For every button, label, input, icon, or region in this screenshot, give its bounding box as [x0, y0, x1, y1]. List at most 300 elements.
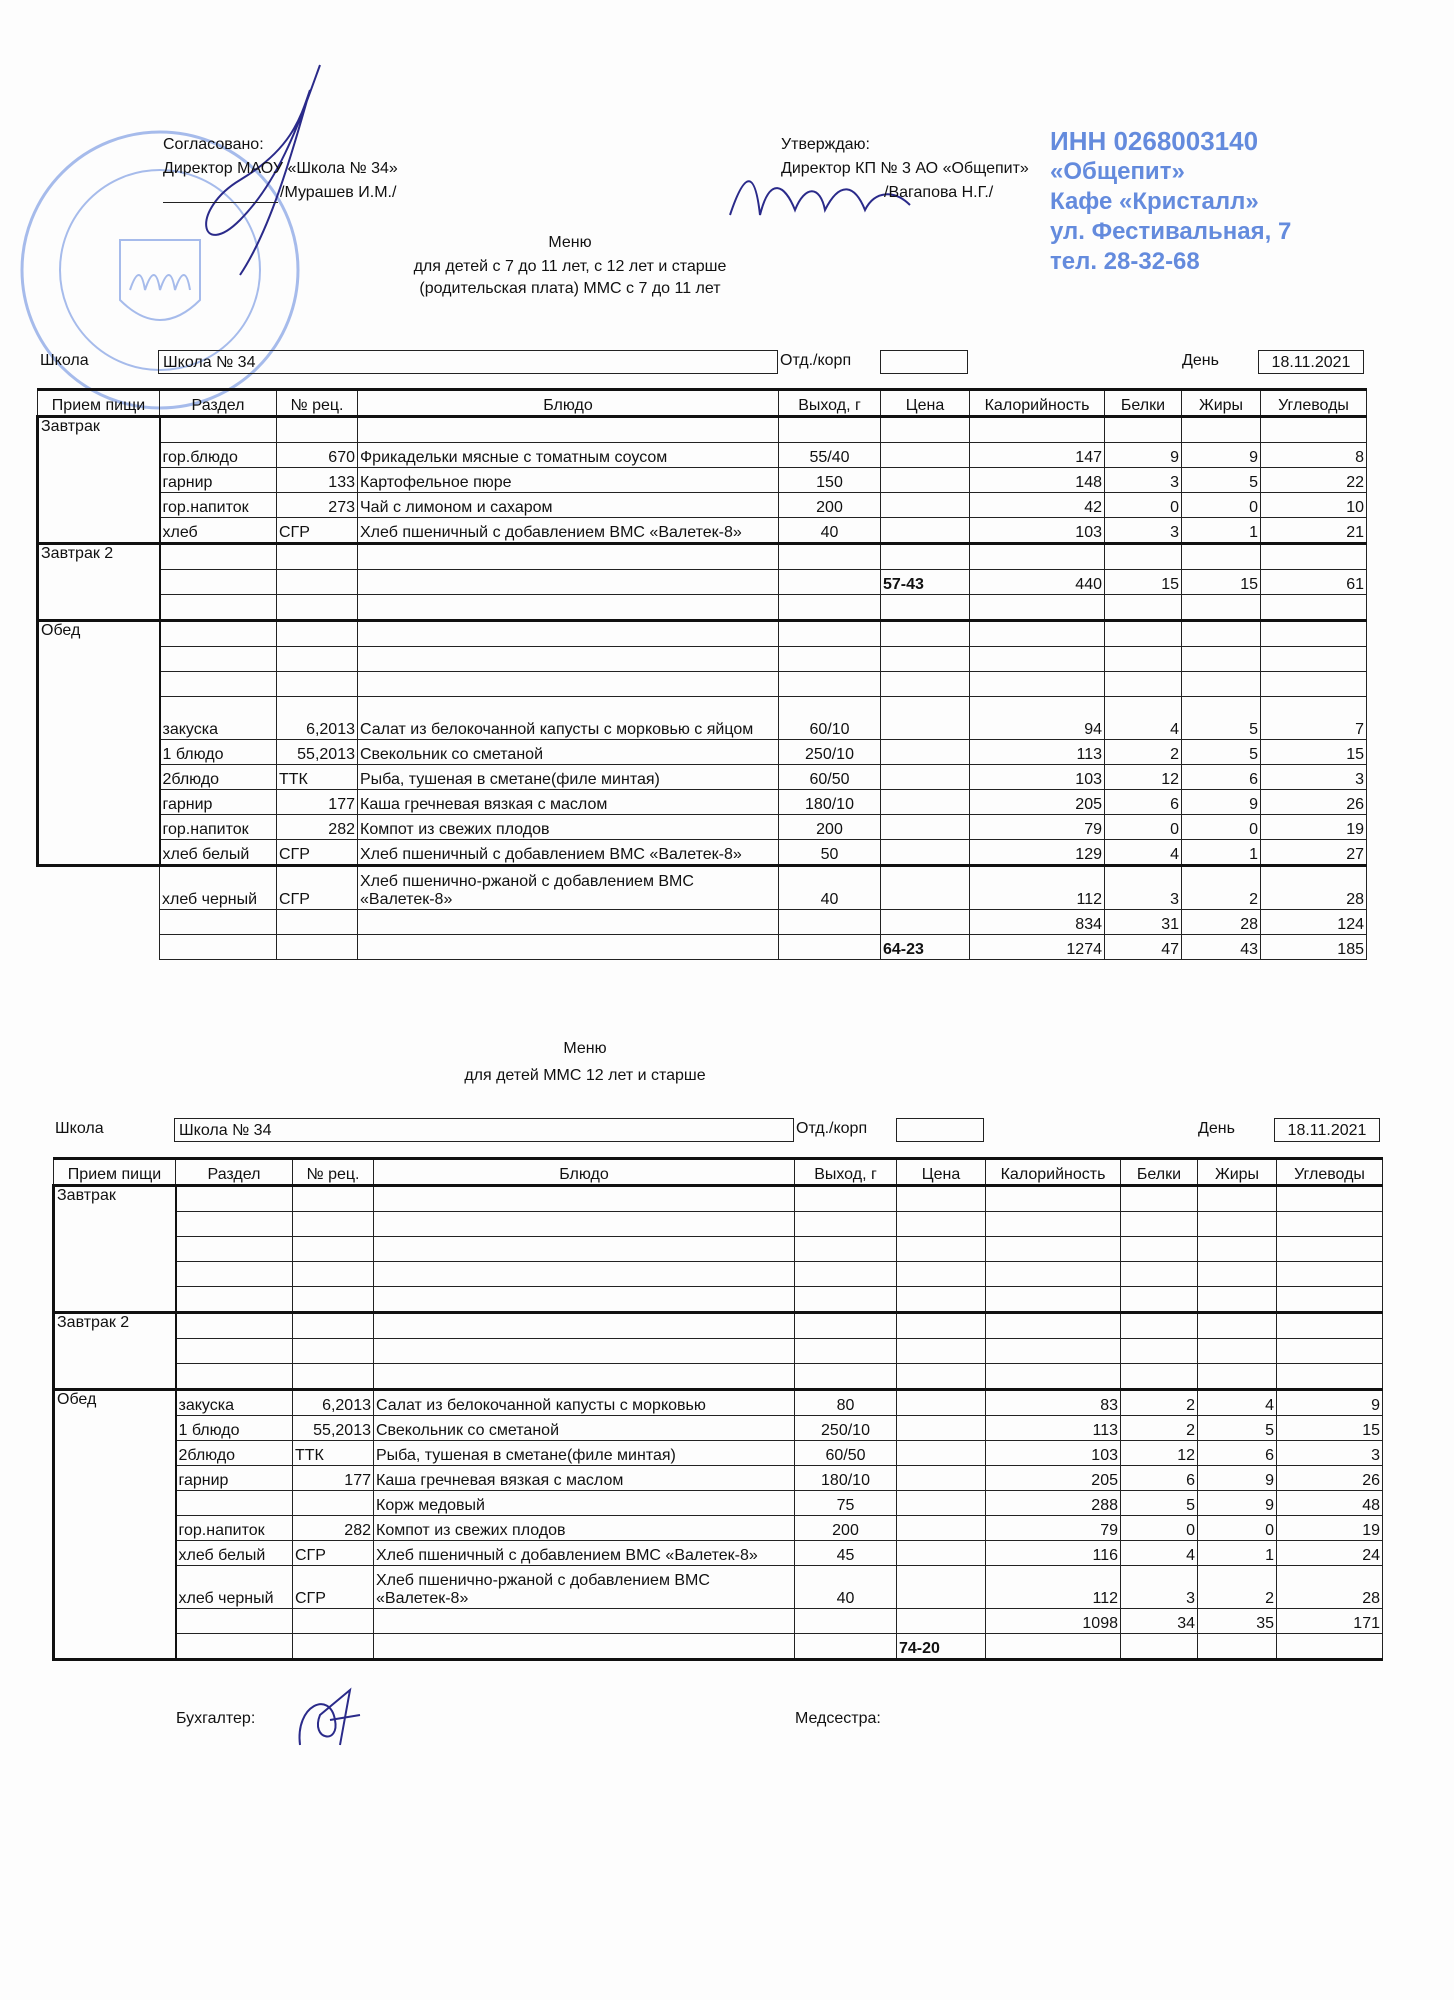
table-row [38, 518, 1367, 544]
dish-cell [358, 621, 779, 647]
recipe-number-cell [293, 1186, 374, 1212]
dish-cell [358, 647, 779, 672]
approved-title: Утверждаю: [781, 136, 870, 153]
calories-cell: 205 [970, 790, 1105, 815]
price-cell [881, 790, 970, 815]
accountant-signature-icon [290, 1685, 370, 1755]
table-row [54, 1466, 1383, 1491]
price-cell [897, 1541, 986, 1566]
proteins-cell [1121, 1262, 1198, 1287]
carbs-cell [1261, 417, 1367, 443]
fats-cell [1198, 1287, 1277, 1313]
fats-cell: 1 [1198, 1541, 1277, 1566]
dish-cell [374, 1287, 795, 1313]
calories-cell [970, 647, 1105, 672]
fats-cell [1182, 417, 1261, 443]
table-row [38, 866, 1367, 910]
section-cell: хлеб [160, 518, 277, 544]
table-row [38, 815, 1367, 840]
table-row [54, 1287, 1383, 1313]
portion-cell [779, 672, 881, 697]
price-cell: 74-20 [897, 1634, 986, 1660]
carbs-cell [1277, 1262, 1383, 1287]
section-cell [176, 1212, 293, 1237]
calories-cell: 42 [970, 493, 1105, 518]
fats-cell: 2 [1198, 1566, 1277, 1609]
proteins-cell [1121, 1313, 1198, 1339]
carbs-cell [1261, 672, 1367, 697]
menu2-subtitle: для детей ММС 12 лет и старше [464, 1067, 706, 1084]
section-cell: гор.блюдо [160, 443, 277, 468]
calories-cell: 112 [970, 866, 1105, 910]
portion-cell [779, 544, 881, 570]
meal-name: Завтрак 2 [54, 1313, 176, 1390]
fats-cell: 1 [1182, 518, 1261, 544]
recipe-number-cell [293, 1491, 374, 1516]
recipe-number-cell: 282 [293, 1516, 374, 1541]
column-header: Белки [1105, 390, 1182, 417]
section-cell: хлеб белый [176, 1541, 293, 1566]
carbs-cell: 3 [1261, 765, 1367, 790]
table-row [54, 1262, 1383, 1287]
recipe-number-cell [277, 544, 358, 570]
table-row [38, 790, 1367, 815]
recipe-number-cell: 6,2013 [277, 697, 358, 740]
section-cell [176, 1634, 293, 1660]
carbs-cell: 124 [1261, 910, 1367, 935]
price-cell [881, 697, 970, 740]
portion-cell: 200 [795, 1516, 897, 1541]
recipe-number-cell [293, 1212, 374, 1237]
column-header: Прием пищи [38, 390, 160, 417]
fats-cell: 9 [1182, 790, 1261, 815]
carbs-cell: 9 [1277, 1390, 1383, 1416]
dept-field [880, 350, 968, 374]
proteins-cell: 12 [1121, 1441, 1198, 1466]
table-row [54, 1491, 1383, 1516]
price-cell [881, 840, 970, 866]
proteins-cell [1105, 672, 1182, 697]
fats-cell: 5 [1198, 1416, 1277, 1441]
fats-cell [1182, 595, 1261, 621]
portion-cell: 80 [795, 1390, 897, 1416]
dish-cell: Фрикадельки мясные с томатным соусом [358, 443, 779, 468]
table-row [54, 1212, 1383, 1237]
fats-cell: 0 [1182, 815, 1261, 840]
proteins-cell [1121, 1364, 1198, 1390]
fats-cell: 0 [1198, 1516, 1277, 1541]
carbs-cell: 21 [1261, 518, 1367, 544]
price-cell [881, 672, 970, 697]
table-row [54, 1237, 1383, 1262]
recipe-number-cell: ТТК [277, 765, 358, 790]
price-cell [881, 417, 970, 443]
price-cell [881, 647, 970, 672]
header-row [38, 390, 1367, 417]
carbs-cell: 22 [1261, 468, 1367, 493]
proteins-cell [1105, 417, 1182, 443]
section-cell [176, 1313, 293, 1339]
price-cell [897, 1186, 986, 1212]
recipe-number-cell: ТТК [293, 1441, 374, 1466]
section-cell [160, 910, 277, 935]
fats-cell: 6 [1182, 765, 1261, 790]
recipe-number-cell: 670 [277, 443, 358, 468]
section-cell: гарнир [176, 1466, 293, 1491]
meal-name: Завтрак 2 [38, 544, 160, 621]
column-header: № рец. [293, 1159, 374, 1186]
column-header: Раздел [160, 390, 277, 417]
dish-cell [374, 1634, 795, 1660]
portion-cell [779, 570, 881, 595]
price-cell [897, 1237, 986, 1262]
section-cell: хлеб черный [176, 1566, 293, 1609]
table-row [38, 672, 1367, 697]
recipe-number-cell [277, 570, 358, 595]
dish-cell [358, 417, 779, 443]
price-cell [881, 815, 970, 840]
recipe-number-cell [293, 1634, 374, 1660]
calories-cell [986, 1364, 1121, 1390]
fats-cell: 5 [1182, 697, 1261, 740]
proteins-cell [1121, 1634, 1198, 1660]
calories-cell [986, 1313, 1121, 1339]
dish-cell [358, 672, 779, 697]
fats-cell [1198, 1237, 1277, 1262]
proteins-cell [1105, 647, 1182, 672]
section-cell [176, 1491, 293, 1516]
carbs-cell [1277, 1313, 1383, 1339]
table-row [38, 840, 1367, 866]
agreed-title: Согласовано: [163, 136, 264, 153]
fats-cell [1198, 1339, 1277, 1364]
proteins-cell [1121, 1237, 1198, 1262]
calories-cell: 147 [970, 443, 1105, 468]
price-cell [881, 544, 970, 570]
carbs-cell [1261, 621, 1367, 647]
header-row [54, 1159, 1383, 1186]
table-row [54, 1516, 1383, 1541]
portion-cell [795, 1287, 897, 1313]
fats-cell: 9 [1198, 1466, 1277, 1491]
recipe-number-cell [293, 1339, 374, 1364]
calories-cell: 83 [986, 1390, 1121, 1416]
proteins-cell: 5 [1121, 1491, 1198, 1516]
price-cell: 64-23 [881, 935, 970, 960]
dish-cell: Салат из белокочанной капусты с морковью [374, 1390, 795, 1416]
portion-cell: 200 [779, 815, 881, 840]
section-cell [160, 672, 277, 697]
column-header: Жиры [1198, 1159, 1277, 1186]
fats-cell: 4 [1198, 1390, 1277, 1416]
meal-name [38, 866, 160, 960]
table-row [54, 1441, 1383, 1466]
recipe-number-cell: СГР [293, 1566, 374, 1609]
portion-cell [795, 1364, 897, 1390]
column-header: Цена [897, 1159, 986, 1186]
recipe-number-cell: 273 [277, 493, 358, 518]
carbs-cell: 61 [1261, 570, 1367, 595]
recipe-number-cell: СГР [277, 840, 358, 866]
agreed-name: /Мурашев И.М./ [280, 184, 397, 201]
approved-name: /Вагапова Н.Г./ [884, 184, 994, 201]
fats-cell [1182, 544, 1261, 570]
fats-cell [1198, 1262, 1277, 1287]
carbs-cell: 27 [1261, 840, 1367, 866]
column-header: Выход, г [795, 1159, 897, 1186]
carbs-cell: 26 [1277, 1466, 1383, 1491]
day-label: День [1198, 1120, 1235, 1137]
table-row [54, 1634, 1383, 1660]
section-cell [176, 1186, 293, 1212]
agreed-signature-line [163, 184, 278, 203]
stamp-line: ул. Фестивальная, 7 [1050, 218, 1292, 245]
calories-cell [970, 595, 1105, 621]
column-header: Калорийность [986, 1159, 1121, 1186]
dish-cell: Корж медовый [374, 1491, 795, 1516]
portion-cell: 40 [779, 866, 881, 910]
recipe-number-cell: 177 [277, 790, 358, 815]
table-row [38, 910, 1367, 935]
table-row [54, 1339, 1383, 1364]
school-field: Школа № 34 [174, 1118, 794, 1142]
table-row [38, 765, 1367, 790]
calories-cell [986, 1186, 1121, 1212]
dept-field [896, 1118, 984, 1142]
calories-cell: 79 [970, 815, 1105, 840]
proteins-cell [1105, 544, 1182, 570]
price-cell [881, 518, 970, 544]
price-cell [897, 1516, 986, 1541]
recipe-number-cell [293, 1237, 374, 1262]
stamp-line: ИНН 0268003140 [1050, 126, 1259, 156]
recipe-number-cell [277, 910, 358, 935]
dish-cell: Каша гречневая вязкая с маслом [358, 790, 779, 815]
recipe-number-cell: 55,2013 [293, 1416, 374, 1441]
price-cell [897, 1466, 986, 1491]
table-row [38, 468, 1367, 493]
portion-cell: 75 [795, 1491, 897, 1516]
price-cell [897, 1262, 986, 1287]
portion-cell: 60/10 [779, 697, 881, 740]
section-cell [176, 1609, 293, 1634]
price-cell [881, 595, 970, 621]
recipe-number-cell [277, 417, 358, 443]
fats-cell: 9 [1182, 443, 1261, 468]
dish-cell [358, 935, 779, 960]
recipe-number-cell [277, 647, 358, 672]
table-row [54, 1416, 1383, 1441]
recipe-number-cell: 282 [277, 815, 358, 840]
proteins-cell: 0 [1105, 815, 1182, 840]
portion-cell: 250/10 [779, 740, 881, 765]
recipe-number-cell [293, 1262, 374, 1287]
stamp-line: тел. 28-32-68 [1050, 248, 1200, 275]
price-cell [897, 1416, 986, 1441]
fats-cell: 5 [1182, 740, 1261, 765]
proteins-cell: 2 [1121, 1416, 1198, 1441]
portion-cell [779, 935, 881, 960]
dish-cell: Хлеб пшеничный с добавлением ВМС «Валетек-8» [374, 1541, 795, 1566]
fats-cell [1182, 672, 1261, 697]
meal-name: Обед [54, 1390, 176, 1660]
recipe-number-cell [277, 621, 358, 647]
portion-cell: 150 [779, 468, 881, 493]
dish-cell: Салат из белокочанной капусты с морковью с яйцом [358, 697, 779, 740]
section-cell: закуска [176, 1390, 293, 1416]
calories-cell: 129 [970, 840, 1105, 866]
fats-cell: 0 [1182, 493, 1261, 518]
calories-cell [986, 1212, 1121, 1237]
proteins-cell: 3 [1105, 468, 1182, 493]
carbs-cell: 7 [1261, 697, 1367, 740]
portion-cell [795, 1186, 897, 1212]
column-header: Блюдо [374, 1159, 795, 1186]
dish-cell [358, 910, 779, 935]
table-row [38, 417, 1367, 443]
day-field: 18.11.2021 [1258, 350, 1364, 374]
fats-cell: 35 [1198, 1609, 1277, 1634]
dish-cell [374, 1313, 795, 1339]
dish-cell [374, 1609, 795, 1634]
proteins-cell: 3 [1121, 1566, 1198, 1609]
fats-cell: 15 [1182, 570, 1261, 595]
recipe-number-cell: 55,2013 [277, 740, 358, 765]
menu1-title: Меню [548, 234, 592, 251]
dish-cell: Хлеб пшенично-ржаной с добавлением ВМС «Валетек-8» [374, 1566, 795, 1609]
carbs-cell [1261, 544, 1367, 570]
table-row [38, 443, 1367, 468]
carbs-cell [1277, 1186, 1383, 1212]
carbs-cell [1261, 647, 1367, 672]
section-cell [160, 595, 277, 621]
proteins-cell: 6 [1105, 790, 1182, 815]
section-cell: закуска [160, 697, 277, 740]
section-cell: гор.напиток [160, 815, 277, 840]
proteins-cell [1121, 1186, 1198, 1212]
calories-cell: 79 [986, 1516, 1121, 1541]
calories-cell: 205 [986, 1466, 1121, 1491]
portion-cell [795, 1339, 897, 1364]
portion-cell: 200 [779, 493, 881, 518]
carbs-cell: 24 [1277, 1541, 1383, 1566]
dish-cell: Рыба, тушеная в сметане(филе минтая) [374, 1441, 795, 1466]
price-cell [881, 621, 970, 647]
calories-cell: 440 [970, 570, 1105, 595]
price-cell [897, 1491, 986, 1516]
fats-cell: 28 [1182, 910, 1261, 935]
calories-cell [970, 672, 1105, 697]
section-cell: гарнир [160, 790, 277, 815]
fats-cell [1182, 647, 1261, 672]
dish-cell: Рыба, тушеная в сметане(филе минтая) [358, 765, 779, 790]
recipe-number-cell [293, 1313, 374, 1339]
calories-cell [986, 1287, 1121, 1313]
calories-cell: 103 [970, 765, 1105, 790]
table-row [54, 1364, 1383, 1390]
carbs-cell [1277, 1364, 1383, 1390]
section-cell [176, 1262, 293, 1287]
column-header: Блюдо [358, 390, 779, 417]
calories-cell: 103 [986, 1441, 1121, 1466]
fats-cell [1198, 1634, 1277, 1660]
menu2-title: Меню [563, 1040, 607, 1057]
nurse-label: Медсестра: [795, 1710, 881, 1727]
section-cell: хлеб черный [160, 866, 277, 910]
price-cell [881, 866, 970, 910]
proteins-cell: 34 [1121, 1609, 1198, 1634]
price-cell [897, 1339, 986, 1364]
price-cell [881, 493, 970, 518]
proteins-cell [1105, 595, 1182, 621]
proteins-cell: 6 [1121, 1466, 1198, 1491]
carbs-cell: 19 [1277, 1516, 1383, 1541]
day-field: 18.11.2021 [1274, 1118, 1380, 1142]
dish-cell: Каша гречневая вязкая с маслом [374, 1466, 795, 1491]
fats-cell [1198, 1186, 1277, 1212]
table-row [38, 595, 1367, 621]
price-cell [897, 1609, 986, 1634]
section-cell: 1 блюдо [160, 740, 277, 765]
portion-cell: 60/50 [779, 765, 881, 790]
table-row [38, 493, 1367, 518]
dish-cell: Свекольник со сметаной [374, 1416, 795, 1441]
dish-cell [374, 1339, 795, 1364]
section-cell: 2блюдо [176, 1441, 293, 1466]
calories-cell [970, 417, 1105, 443]
proteins-cell: 15 [1105, 570, 1182, 595]
column-header: Углеводы [1261, 390, 1367, 417]
calories-cell: 103 [970, 518, 1105, 544]
agreed-position: Директор МАОУ «Школа № 34» [163, 160, 398, 177]
carbs-cell: 171 [1277, 1609, 1383, 1634]
menu2-table [52, 1157, 1383, 1661]
proteins-cell: 12 [1105, 765, 1182, 790]
carbs-cell [1261, 595, 1367, 621]
school-field: Школа № 34 [158, 350, 778, 374]
carbs-cell: 3 [1277, 1441, 1383, 1466]
stamp-line: Кафе «Кристалл» [1050, 188, 1259, 215]
fats-cell [1198, 1364, 1277, 1390]
portion-cell: 180/10 [795, 1466, 897, 1491]
proteins-cell: 0 [1105, 493, 1182, 518]
carbs-cell: 15 [1277, 1416, 1383, 1441]
stamp-line: «Общепит» [1050, 158, 1185, 185]
proteins-cell [1121, 1212, 1198, 1237]
table-row [38, 697, 1367, 740]
section-cell [160, 621, 277, 647]
column-header: Выход, г [779, 390, 881, 417]
table-row [54, 1390, 1383, 1416]
portion-cell: 45 [795, 1541, 897, 1566]
portion-cell [795, 1262, 897, 1287]
proteins-cell: 4 [1105, 840, 1182, 866]
calories-cell: 94 [970, 697, 1105, 740]
dish-cell [374, 1237, 795, 1262]
proteins-cell: 0 [1121, 1516, 1198, 1541]
dept-label: Отд./корп [796, 1120, 868, 1137]
carbs-cell: 19 [1261, 815, 1367, 840]
dish-cell: Картофельное пюре [358, 468, 779, 493]
portion-cell: 40 [779, 518, 881, 544]
column-header: № рец. [277, 390, 358, 417]
school-label: Школа [40, 352, 89, 369]
portion-cell [779, 910, 881, 935]
fats-cell: 6 [1198, 1441, 1277, 1466]
recipe-number-cell [277, 935, 358, 960]
menu1-subtitle2: (родительская плата) ММС с 7 до 11 лет [419, 280, 721, 297]
school-label: Школа [55, 1120, 104, 1137]
